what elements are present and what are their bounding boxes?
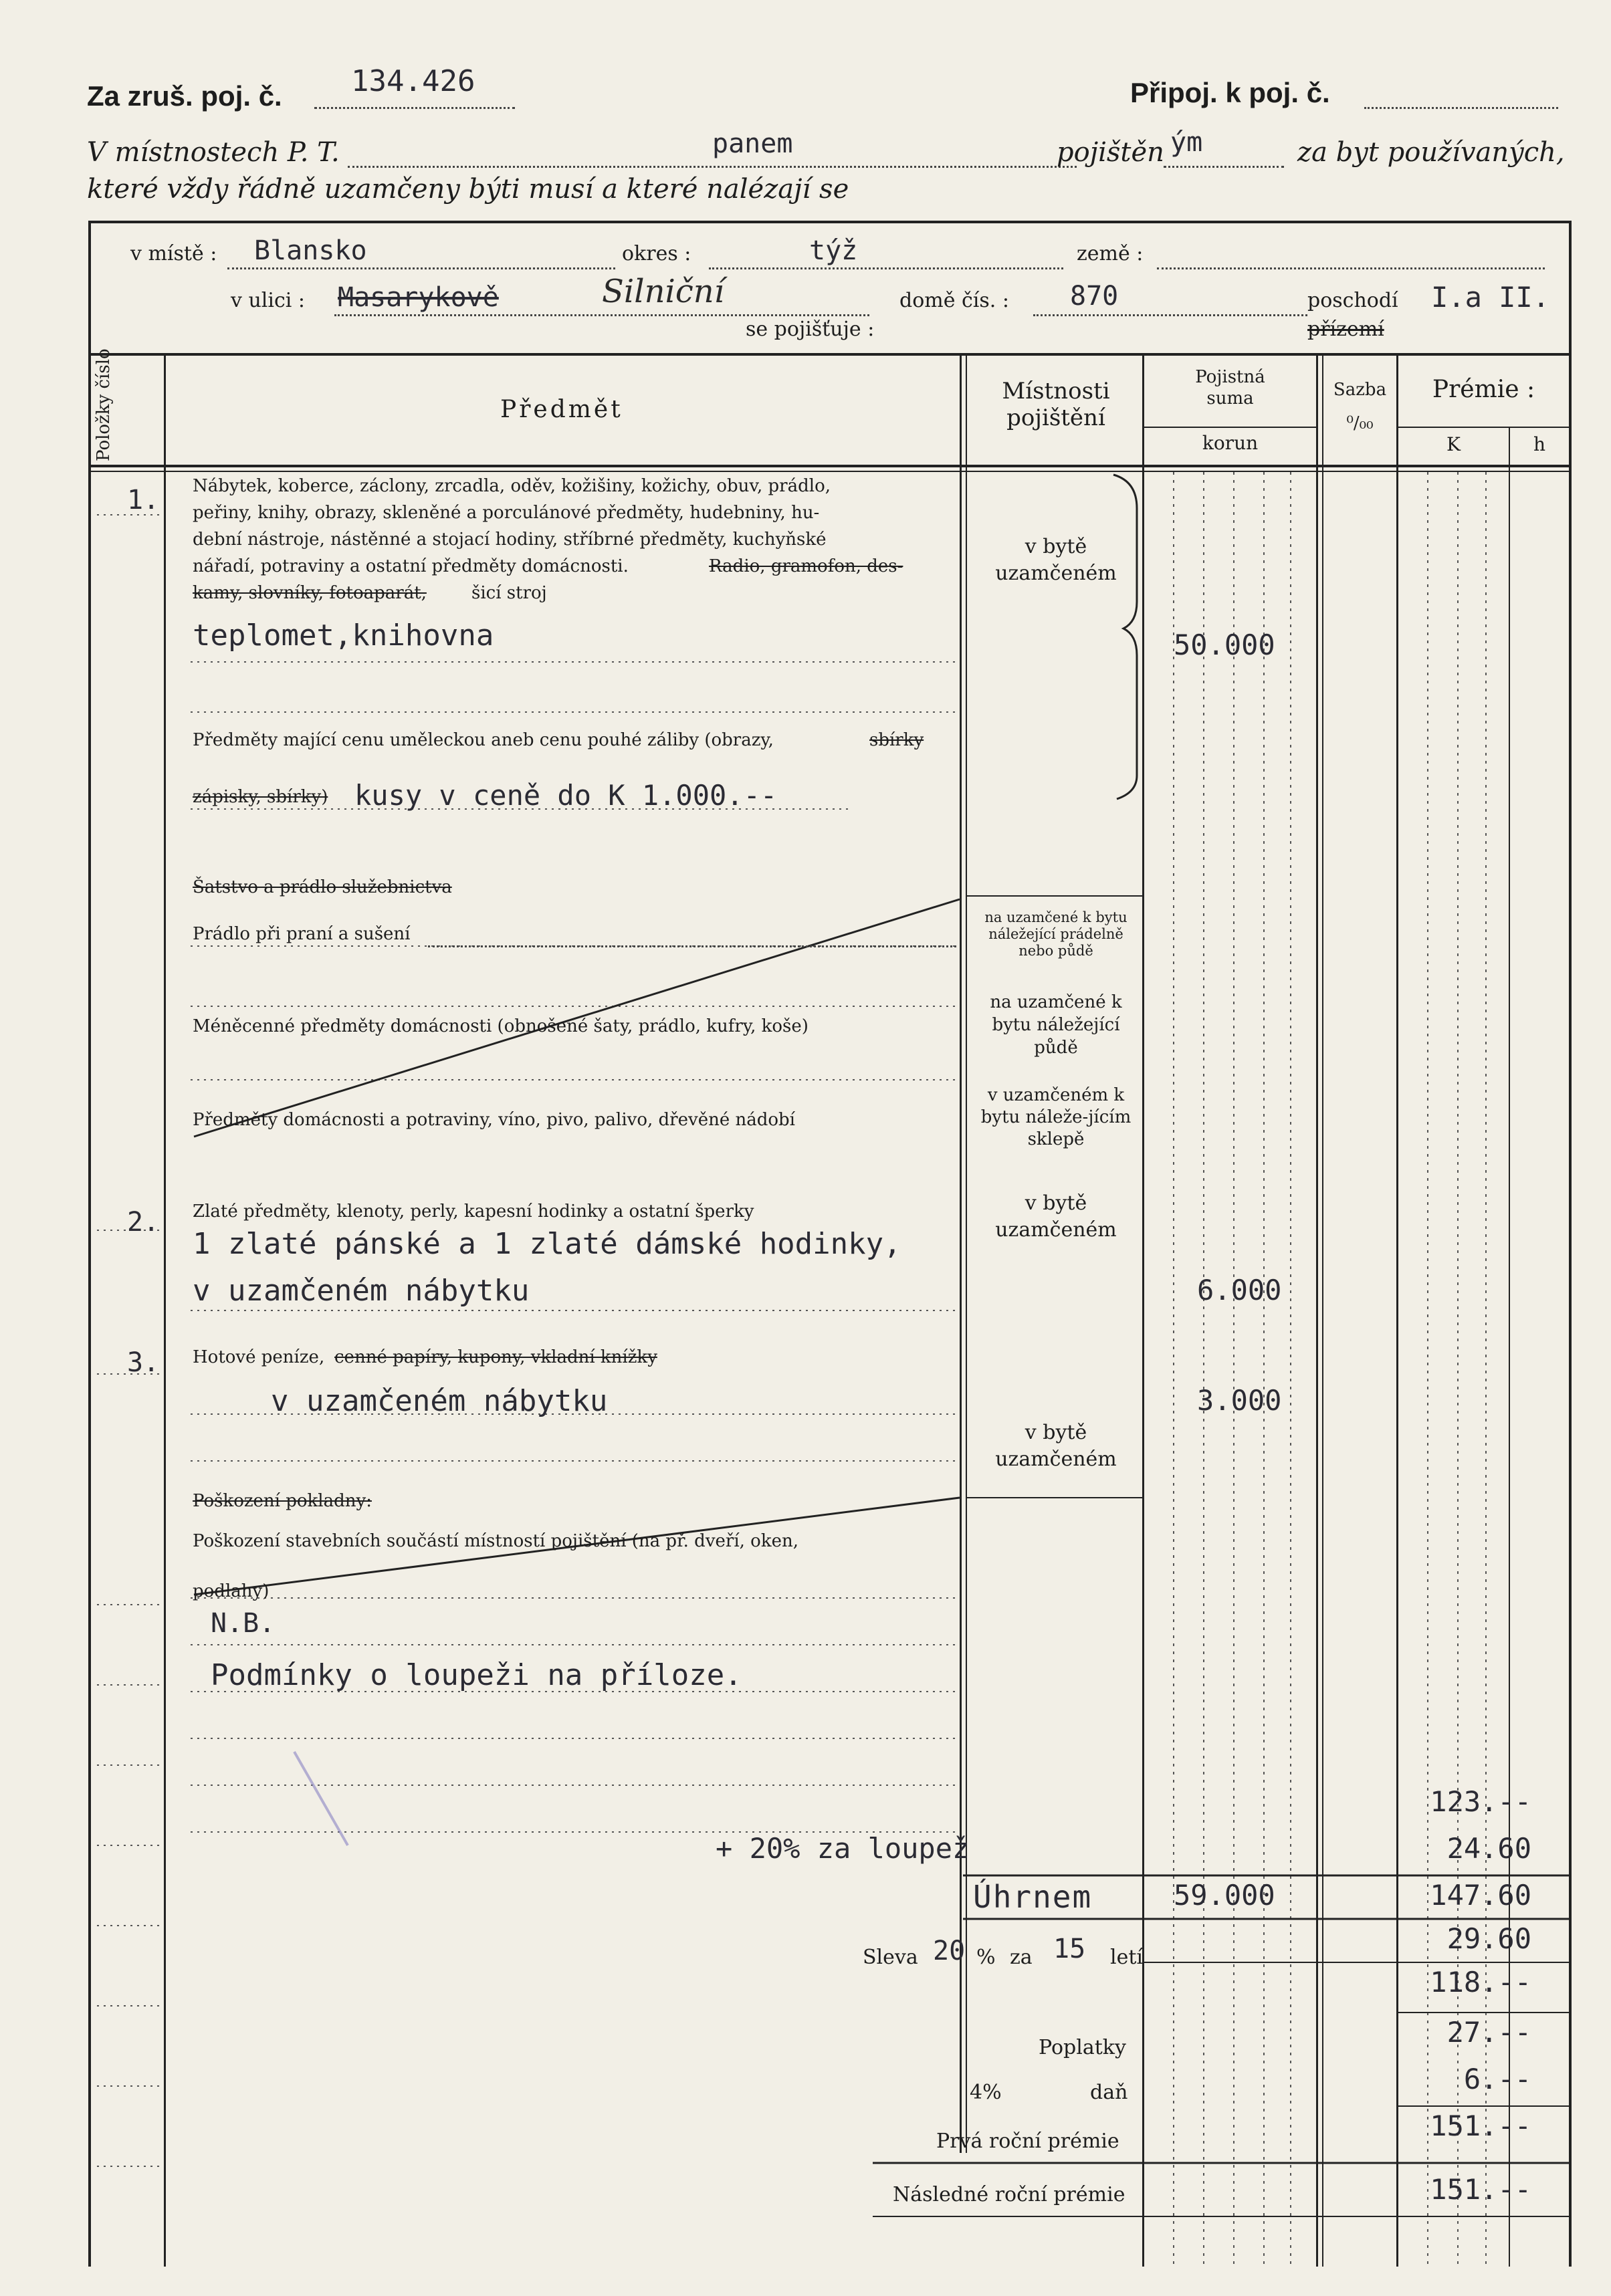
pojisten-value: ým bbox=[1170, 127, 1203, 158]
item3-room-1: v bytě bbox=[1025, 1421, 1087, 1444]
item2-line1: Zlaté předměty, klenoty, perly, kapesní hodinky a ostatní šperky bbox=[193, 1201, 754, 1222]
zrus-label: Za zruš. poj. č. bbox=[87, 80, 282, 112]
premie-row-1: 123.-- bbox=[1430, 1785, 1531, 1818]
col-korun: korun bbox=[1202, 432, 1259, 454]
poschodi-label: poschodí bbox=[1307, 289, 1398, 312]
dan-label: daň bbox=[1090, 2081, 1128, 2104]
pradlo-text: Prádlo při praní a sušení bbox=[193, 924, 411, 944]
pripoj-label: Připoj. k poj. č. bbox=[1130, 77, 1330, 108]
item2-sum: 6.000 bbox=[1197, 1274, 1282, 1306]
item2-room-1: v bytě bbox=[1025, 1191, 1087, 1215]
item1-line3: dební nástroje, nástěnné a stojací hodiny, stříbrné předměty, kuchyňské bbox=[193, 530, 827, 550]
premie-row-3: 147.60 bbox=[1430, 1879, 1531, 1912]
potraviny-room: v uzamčeném k bytu náleže-jícím sklepě bbox=[980, 1085, 1132, 1149]
poplatky-label: Poplatky bbox=[1039, 2036, 1126, 2059]
pradlo-room: na uzamčené k bytu náležející prádelně nebo půdě bbox=[984, 909, 1127, 959]
loupez-label: + 20% za loupež bbox=[716, 1832, 970, 1865]
item3-sum: 3.000 bbox=[1197, 1384, 1282, 1417]
podminky-text: Podmínky o loupeži na příloze. bbox=[211, 1658, 742, 1692]
premie-row-6: 27.-- bbox=[1446, 2016, 1531, 2049]
item1-room-1: v bytě bbox=[1025, 535, 1087, 558]
item1-line5b: šicí stroj bbox=[471, 583, 547, 603]
pojistuje-label: se pojišťuje : bbox=[746, 318, 875, 341]
poschodi-value: I.a II. bbox=[1431, 281, 1550, 314]
okres-label: okres : bbox=[622, 242, 691, 265]
okres-value: týž bbox=[809, 235, 858, 266]
item1-room-2: uzamčeném bbox=[995, 562, 1117, 585]
premie-row-4: 29.60 bbox=[1446, 1922, 1531, 1955]
col-polozky: Položky číslo bbox=[94, 348, 114, 461]
item1-line4b: Radio, gramofon, des- bbox=[709, 556, 903, 576]
item3-line1b: cenné papíry, kupony, vkladní knížky bbox=[334, 1347, 657, 1367]
mistnostech-value: panem bbox=[712, 128, 793, 159]
premie-row-9: 151.-- bbox=[1430, 2173, 1531, 2206]
menecenne-text: Méněcenné předměty domácnosti (obnošené šaty, prádlo, kufry, koše) bbox=[193, 1016, 809, 1036]
zrus-value: 134.426 bbox=[351, 64, 475, 98]
uhrnem-label: Úhrnem bbox=[973, 1879, 1093, 1915]
zeme-label: země : bbox=[1077, 242, 1144, 265]
col-mistnosti: Místnosti pojištění bbox=[1002, 378, 1110, 431]
sleva-years: 15 bbox=[1053, 1934, 1086, 1964]
item1-line2: peřiny, knihy, obrazy, skleněné a porculánové předměty, hudebniny, hu- bbox=[193, 503, 820, 523]
col-promile: ⁰/₀₀ bbox=[1346, 413, 1374, 433]
ulici-label: v ulici : bbox=[231, 289, 306, 312]
premie-row-8: 151.-- bbox=[1430, 2109, 1531, 2142]
col-h: h bbox=[1533, 433, 1546, 455]
item2-room-2: uzamčeném bbox=[995, 1218, 1117, 1242]
sleva-label: Sleva bbox=[863, 1946, 918, 1969]
item1-line4a: nářadí, potraviny a ostatní předměty domácnosti. bbox=[193, 556, 629, 576]
prva-premie-label: Prvá roční prémie bbox=[936, 2130, 1119, 2153]
pradlo-dots bbox=[428, 941, 956, 947]
byt-label: za byt používaných, bbox=[1297, 137, 1565, 168]
item2-typed1: 1 zlaté pánské a 1 zlaté dámské hodinky, bbox=[193, 1227, 901, 1261]
sleva-pct-sign: % bbox=[976, 1946, 996, 1969]
dome-value: 870 bbox=[1070, 281, 1119, 312]
art-line2a: zápisky, sbírky) bbox=[193, 787, 328, 807]
item3-room-2: uzamčeném bbox=[995, 1448, 1117, 1471]
col-pojistna-suma: Pojistná suma bbox=[1195, 367, 1265, 409]
art-line1b: sbírky bbox=[869, 730, 924, 750]
ulici-struck-value: Masarykově bbox=[338, 282, 499, 313]
item2-number: 2. bbox=[127, 1207, 160, 1238]
premie-row-7: 6.-- bbox=[1463, 2063, 1531, 2095]
item2-typed2: v uzamčeném nábytku bbox=[193, 1274, 530, 1308]
nasledne-premie-label: Následné roční prémie bbox=[893, 2183, 1125, 2206]
sleva-leti: letí bbox=[1110, 1946, 1143, 1969]
art-line1a: Předměty mající cenu uměleckou aneb cenu pouhé záliby (obrazy, bbox=[193, 730, 774, 750]
stavebni-line2: podlahy) bbox=[193, 1581, 270, 1601]
item1-line1: Nábytek, koberce, záclony, zrcadla, oděv, kožišiny, kožichy, obuv, prádlo, bbox=[193, 476, 831, 496]
col-predmet: Předmět bbox=[500, 396, 623, 423]
uhrnem-sum: 59.000 bbox=[1174, 1879, 1275, 1912]
nb-text: N.B. bbox=[211, 1608, 276, 1639]
dome-label: domě čís. : bbox=[899, 289, 1009, 312]
stavebni-line1: Poškození stavebních součástí místností pojištění (na př. dveří, oken, bbox=[193, 1531, 798, 1551]
col-k: K bbox=[1446, 433, 1461, 455]
potraviny-text: Předměty domácnosti a potraviny, víno, pivo, palivo, dřevěné nádobí bbox=[193, 1110, 795, 1130]
premie-row-5: 118.-- bbox=[1430, 1966, 1531, 1998]
sleva-za: za bbox=[1010, 1946, 1033, 1969]
miste-label: v místě : bbox=[130, 242, 217, 265]
item3-number: 3. bbox=[127, 1347, 160, 1378]
pojisten-label: pojištěn bbox=[1057, 137, 1164, 168]
item1-typed: teplomet,knihovna bbox=[193, 618, 494, 653]
premie-row-2: 24.60 bbox=[1446, 1832, 1531, 1865]
satstvo-text: Šatstvo a prádlo služebnictva bbox=[193, 877, 452, 897]
item3-line1a: Hotové peníze, bbox=[193, 1347, 325, 1367]
dan-pct: 4% bbox=[970, 2081, 1002, 2104]
item3-typed: v uzamčeném nábytku bbox=[271, 1384, 608, 1418]
sleva-pct: 20 bbox=[933, 1936, 966, 1966]
item1-line5a: kamy, slovníky, fotoaparát, bbox=[193, 583, 427, 603]
pokladny-text: Poškození pokladny: bbox=[193, 1491, 372, 1511]
art-line2b: kusy v ceně do K 1.000.-- bbox=[354, 779, 778, 812]
mistnostech-label: V místnostech P. T. bbox=[87, 137, 340, 168]
col-sazba: Sazba bbox=[1333, 380, 1387, 400]
item1-number: 1. bbox=[127, 485, 160, 515]
col-premie: Prémie : bbox=[1432, 376, 1535, 403]
menecenne-room: na uzamčené k bytu náležející půdě bbox=[990, 992, 1122, 1058]
prizemi-label: přízemí bbox=[1307, 318, 1384, 341]
item1-sum: 50.000 bbox=[1174, 628, 1275, 661]
miste-value: Blansko bbox=[254, 235, 367, 266]
ulici-handwritten-value: Silniční bbox=[602, 273, 724, 310]
header-line2: které vždy řádně uzamčeny býti musí a které nalézají se bbox=[87, 174, 849, 205]
